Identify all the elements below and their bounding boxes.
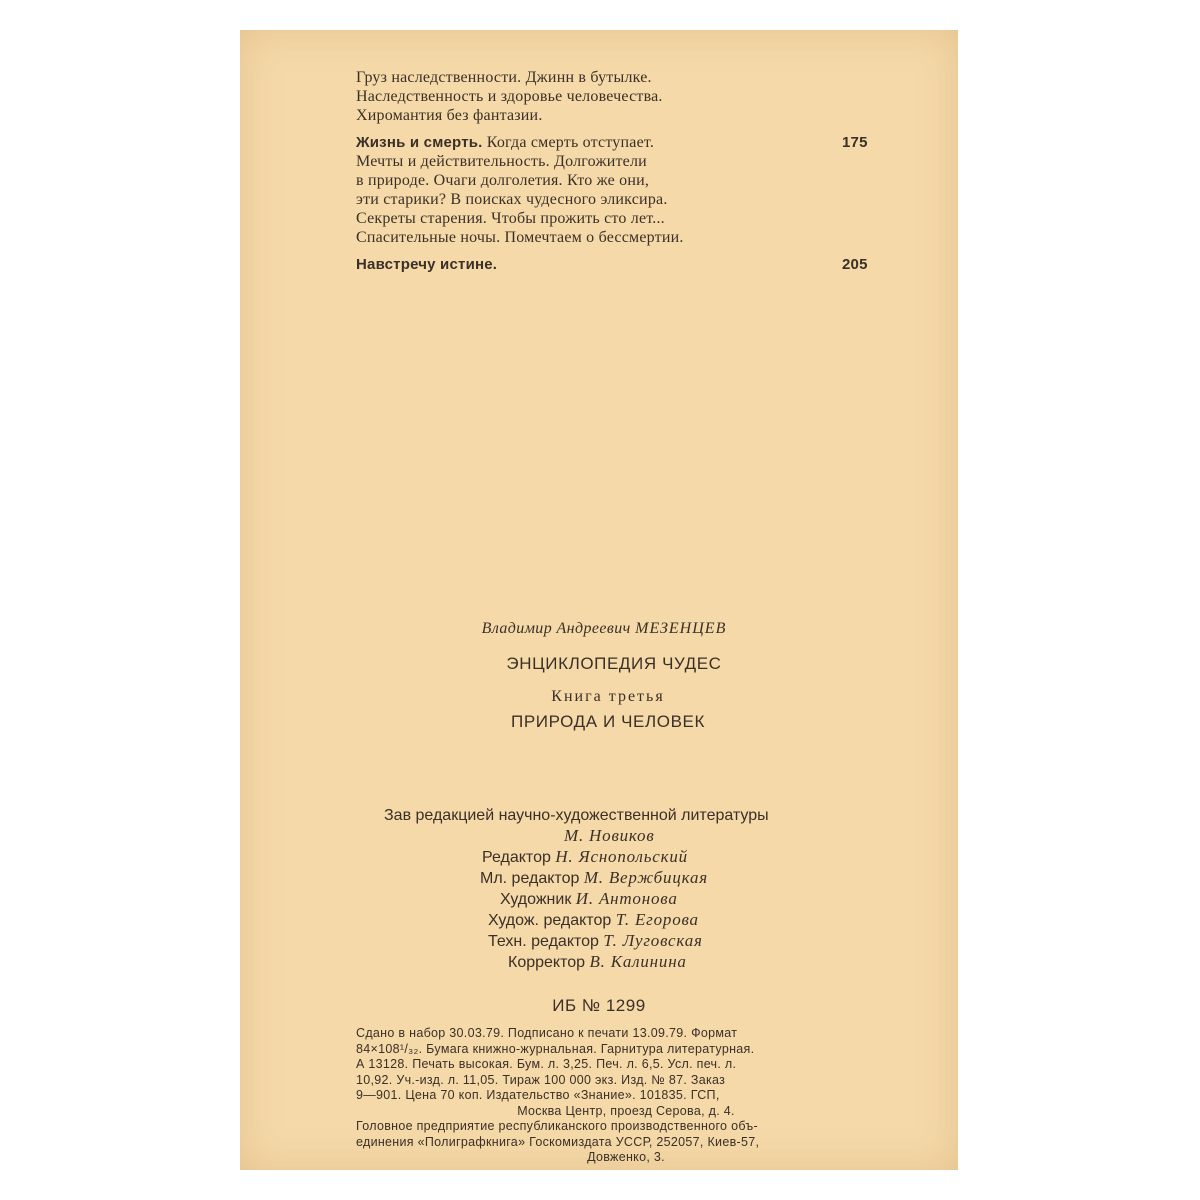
- colophon-line: 84×108¹/₃₂. Бумага книжно-журнальная. Гарнитура литературная.: [356, 1041, 755, 1056]
- staff-role: Редактор: [482, 849, 556, 866]
- staff-role: Техн. редактор: [488, 933, 604, 950]
- toc-entry-life-death: [356, 133, 876, 152]
- toc-page-number: 205: [842, 256, 868, 273]
- colophon: [356, 1026, 896, 1166]
- toc-page-number: 175: [842, 134, 868, 151]
- book-subtitle: ПРИРОДА И ЧЕЛОВЕК: [511, 712, 705, 731]
- toc-entry-truth: [356, 255, 876, 274]
- staff-name: Т. Луговская: [603, 931, 703, 950]
- staff-name: Т. Егорова: [615, 910, 699, 929]
- author-surname: МЕЗЕНЦЕВ: [635, 620, 727, 637]
- toc-heading: Жизнь и смерть.: [356, 134, 483, 151]
- staff-name: М. Новиков: [564, 826, 655, 845]
- staff-line: [384, 868, 864, 889]
- toc-line: в природе. Очаги долголетия. Кто же они,: [356, 172, 650, 189]
- ib-number: ИБ № 1299: [552, 996, 646, 1015]
- staff-role: Зав редакцией научно-художественной литературы: [384, 807, 769, 824]
- staff-name: Н. Яснопольский: [555, 847, 688, 866]
- colophon-line: Москва Центр, проезд Серова, д. 4.: [517, 1103, 735, 1118]
- staff-role: Мл. редактор: [480, 870, 584, 887]
- toc-group-heredity: [356, 68, 876, 125]
- staff-line: [384, 889, 864, 910]
- author-given-names: Владимир Андреевич: [481, 620, 631, 637]
- staff-line: [384, 806, 864, 826]
- colophon-line: Головное предприятие республиканского производственного объ-: [356, 1119, 758, 1133]
- toc-line: Наследственность и здоровье человечества.: [356, 88, 663, 105]
- staff-name: В. Калинина: [589, 952, 687, 971]
- colophon-line: Сдано в набор 30.03.79. Подписано к печати 13.09.79. Формат: [356, 1026, 738, 1040]
- staff-line: [384, 931, 864, 952]
- book-title: ЭНЦИКЛОПЕДИЯ ЧУДЕС: [506, 654, 722, 673]
- editorial-staff: [384, 806, 864, 973]
- toc-line: Хиромантия без фантазии.: [356, 107, 543, 124]
- toc-line: эти старики? В поисках чудесного эликсира.: [356, 191, 668, 208]
- staff-line: [384, 847, 864, 868]
- staff-line: [384, 826, 864, 847]
- staff-name: И. Антонова: [575, 889, 678, 908]
- toc-heading: Навстречу истине.: [356, 256, 498, 273]
- toc-line: Груз наследственности. Джинн в бутылке.: [356, 69, 652, 86]
- staff-name: М. Вержбицкая: [583, 868, 708, 887]
- toc-line: Секреты старения. Чтобы прожить сто лет...: [356, 210, 665, 227]
- toc-group-life-death: [356, 133, 876, 247]
- staff-role: Художник: [500, 891, 576, 908]
- book-page: [240, 30, 958, 1170]
- colophon-line: Довженко, 3.: [587, 1150, 665, 1164]
- table-of-contents: [356, 68, 876, 282]
- colophon-line: 10,92. Уч.-изд. л. 11,05. Тираж 100 000 экз. Изд. № 87. Заказ: [356, 1072, 726, 1087]
- colophon-line: 9—901. Цена 70 коп. Издательство «Знание». 101835. ГСП,: [356, 1088, 720, 1102]
- staff-line: [384, 952, 864, 973]
- toc-line-rest: Когда смерть отступает.: [482, 134, 655, 151]
- toc-group-truth: [356, 255, 876, 274]
- colophon-line: А 13128. Печать высокая. Бум. л. 3,25. Печ. л. 6,5. Усл. печ. л.: [356, 1057, 737, 1071]
- book-number: Книга третья: [551, 688, 665, 705]
- staff-line: [384, 910, 864, 931]
- toc-line: Спасительные ночы. Помечтаем о бессмертии.: [356, 229, 684, 246]
- colophon-line: единения «Полиграфкнига» Госкомиздата УССР, 252057, Киев-57,: [356, 1134, 760, 1149]
- staff-role: Худож. редактор: [488, 912, 616, 929]
- toc-line: Мечты и действительность. Долгожители: [356, 153, 647, 170]
- author-name: [250, 620, 958, 638]
- imprint-block: [240, 620, 958, 732]
- staff-role: Корректор: [508, 954, 590, 971]
